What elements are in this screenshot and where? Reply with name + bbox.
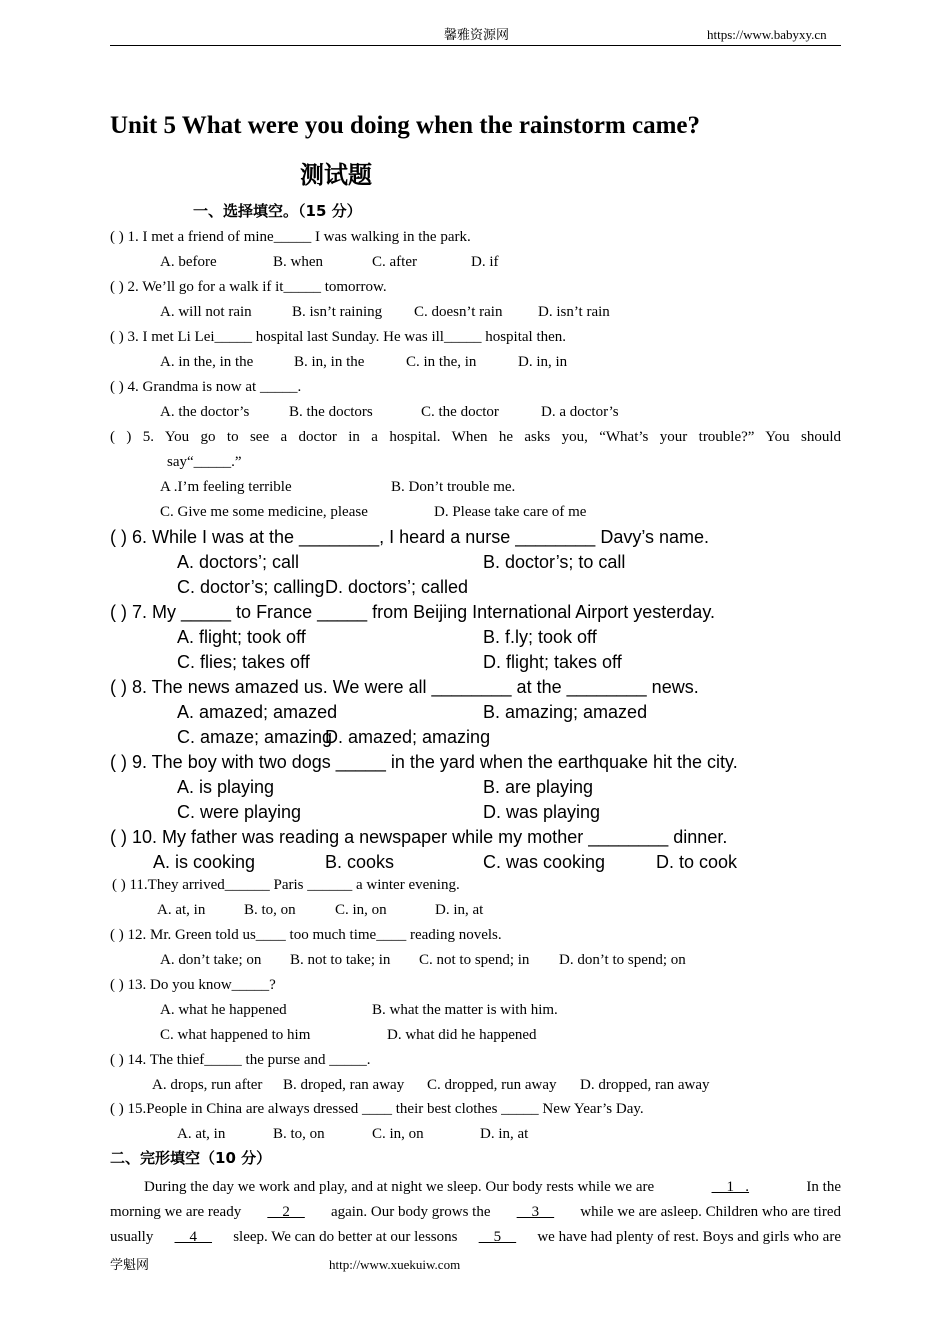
question-14-stem: ( ) 14. The thief_____ the purse and _____. xyxy=(110,1052,371,1068)
header-rule xyxy=(110,45,841,46)
passage-text: usually xyxy=(110,1229,154,1245)
passage-text: again. Our body grows the xyxy=(330,1204,491,1220)
question-6-stem: ( ) 6. While I was at the ________, I heard a nurse ________ Davy’s name. xyxy=(110,527,710,547)
question-2-option-a: A. will not rain xyxy=(160,304,252,320)
question-1-option-c: C. after xyxy=(372,254,417,270)
question-4-option-b: B. the doctors xyxy=(289,404,373,420)
question-5-option-b: B. Don’t trouble me. xyxy=(391,479,516,495)
question-11-option-b: B. to, on xyxy=(244,902,296,918)
passage-text: sleep. We can do better at our lessons xyxy=(233,1229,458,1245)
question-3-option-d: D. in, in xyxy=(518,354,568,370)
question-13-stem: ( ) 13. Do you know_____? xyxy=(110,977,276,993)
section-heading-multiple-choice: 一、选择填空。（15 分） xyxy=(193,202,362,220)
question-14-option-c: C. dropped, run away xyxy=(427,1077,557,1093)
question-10-option-a: A. is cooking xyxy=(153,852,256,872)
question-8-option-b: B. amazing; amazed xyxy=(483,702,648,722)
question-5-option-a: A .I’m feeling terrible xyxy=(160,479,292,495)
question-6-option-b: B. doctor’s; to call xyxy=(483,552,626,572)
question-9-option-c: C. were playing xyxy=(177,802,302,822)
question-1-option-b: B. when xyxy=(273,254,323,270)
question-2-option-c: C. doesn’t rain xyxy=(414,304,503,320)
question-14-option-d: D. dropped, ran away xyxy=(580,1077,710,1093)
question-10-stem: ( ) 10. My father was reading a newspaper while my mother ________ dinner. xyxy=(110,827,728,847)
question-9-option-a: A. is playing xyxy=(177,777,275,797)
question-5-option-d: D. Please take care of me xyxy=(434,504,587,520)
question-11-option-c: C. in, on xyxy=(335,902,387,918)
question-3-option-c: C. in the, in xyxy=(406,354,477,370)
blank-5: 5 xyxy=(478,1229,517,1245)
blank-3: 3 xyxy=(516,1204,555,1220)
passage-text: morning we are ready xyxy=(110,1204,242,1220)
page-subtitle: 测试题 xyxy=(300,161,372,189)
question-8-option-a: A. amazed; amazed xyxy=(177,702,338,722)
question-11-stem: ( ) 11.They arrived______ Paris ______ a winter evening. xyxy=(112,877,460,893)
header-url: https://www.babyxy.cn xyxy=(707,27,827,42)
question-9-option-b: B. are playing xyxy=(483,777,594,797)
question-7-stem: ( ) 7. My _____ to France _____ from Beijing International Airport yesterday. xyxy=(110,602,715,622)
question-6-option-a: A. doctors’; call xyxy=(177,552,300,572)
question-9-stem: ( ) 9. The boy with two dogs _____ in the yard when the earthquake hit the city. xyxy=(110,752,738,772)
question-3-stem: ( ) 3. I met Li Lei_____ hospital last Sunday. He was ill_____ hospital then. xyxy=(110,329,567,345)
question-10-option-d: D. to cook xyxy=(656,852,738,872)
footer-url: http://www.xuekuiw.com xyxy=(329,1257,461,1272)
question-4-option-a: A. the doctor’s xyxy=(160,404,250,420)
question-10-option-b: B. cooks xyxy=(325,852,395,872)
question-6-option-c: C. doctor’s; calling xyxy=(177,577,325,597)
question-15-option-a: A. at, in xyxy=(177,1126,226,1142)
question-6-option-d: D. doctors’; called xyxy=(325,577,469,597)
section-heading-cloze: 二、完形填空（10 分） xyxy=(110,1149,272,1167)
question-1-option-a: A. before xyxy=(160,254,217,270)
passage-text: we have had plenty of rest. Boys and girls who are xyxy=(537,1229,841,1245)
question-14-option-b: B. droped, ran away xyxy=(283,1077,405,1093)
blank-1: 1 . xyxy=(711,1179,750,1195)
question-4-option-d: D. a doctor’s xyxy=(541,404,619,420)
header-site-name: 馨雅资源网 xyxy=(444,27,510,42)
page-title: Unit 5 What were you doing when the rainstorm came? xyxy=(110,112,701,139)
question-8-stem: ( ) 8. The news amazed us. We were all ________ at the ________ news. xyxy=(110,677,699,697)
question-2-option-b: B. isn’t raining xyxy=(292,304,383,320)
question-12-option-a: A. don’t take; on xyxy=(160,952,262,968)
question-12-option-c: C. not to spend; in xyxy=(419,952,530,968)
question-2-stem: ( ) 2. We’ll go for a walk if it_____ tomorrow. xyxy=(110,279,387,295)
question-11-option-a: A. at, in xyxy=(157,902,206,918)
question-7-option-b: B. f.ly; took off xyxy=(483,627,597,647)
passage-text: while we are asleep. Children who are tired xyxy=(580,1204,841,1220)
question-4-stem: ( ) 4. Grandma is now at _____. xyxy=(110,379,302,395)
question-3-option-a: A. in the, in the xyxy=(160,354,254,370)
question-7-option-d: D. flight; takes off xyxy=(483,652,622,672)
question-12-stem: ( ) 12. Mr. Green told us____ too much time____ reading novels. xyxy=(110,927,502,943)
blank-4: 4 xyxy=(174,1229,213,1245)
question-3-option-b: B. in, in the xyxy=(294,354,365,370)
footer-site-name: 学魁网 xyxy=(110,1257,150,1272)
question-2-option-d: D. isn’t rain xyxy=(538,304,610,320)
question-13-option-d: D. what did he happened xyxy=(387,1027,537,1043)
question-15-option-b: B. to, on xyxy=(273,1126,325,1142)
question-13-option-c: C. what happened to him xyxy=(160,1027,311,1043)
question-1-stem: ( ) 1. I met a friend of mine_____ I was walking in the park. xyxy=(110,229,471,245)
question-8-option-d: D. amazed; amazing xyxy=(325,727,491,747)
blank-2: 2 xyxy=(267,1204,305,1220)
question-1-option-d: D. if xyxy=(471,254,499,270)
question-11-option-d: D. in, at xyxy=(435,902,484,918)
question-13-option-a: A. what he happened xyxy=(160,1002,287,1018)
question-12-option-d: D. don’t to spend; on xyxy=(559,952,686,968)
question-7-option-c: C. flies; takes off xyxy=(177,652,310,672)
passage-text: In the xyxy=(806,1179,841,1195)
passage-line-3 xyxy=(110,1227,841,1247)
passage-text: During the day we work and play, and at night we sleep. Our body rests while we are xyxy=(144,1179,655,1195)
question-4-option-c: C. the doctor xyxy=(421,404,499,420)
question-7-option-a: A. flight; took off xyxy=(177,627,306,647)
question-14-option-a: A. drops, run after xyxy=(152,1077,263,1093)
question-12-option-b: B. not to take; in xyxy=(290,952,391,968)
question-15-option-c: C. in, on xyxy=(372,1126,424,1142)
question-5-option-c: C. Give me some medicine, please xyxy=(160,504,368,520)
question-5-stem: ( ) 5. You go to see a doctor in a hospital. When he asks you, “What’s your trouble?” You should xyxy=(110,429,841,445)
question-15-option-d: D. in, at xyxy=(480,1126,529,1142)
passage-line-2 xyxy=(110,1202,841,1222)
question-10-option-c: C. was cooking xyxy=(483,852,606,872)
question-13-option-b: B. what the matter is with him. xyxy=(372,1002,558,1018)
question-9-option-d: D. was playing xyxy=(483,802,601,822)
passage-line-1 xyxy=(110,1177,841,1197)
question-15-stem: ( ) 15.People in China are always dressed ____ their best clothes _____ New Year’s Day. xyxy=(110,1101,644,1117)
question-8-option-c: C. amaze; amazing xyxy=(177,727,333,747)
question-5-stem-continued: say“_____.” xyxy=(167,454,242,470)
